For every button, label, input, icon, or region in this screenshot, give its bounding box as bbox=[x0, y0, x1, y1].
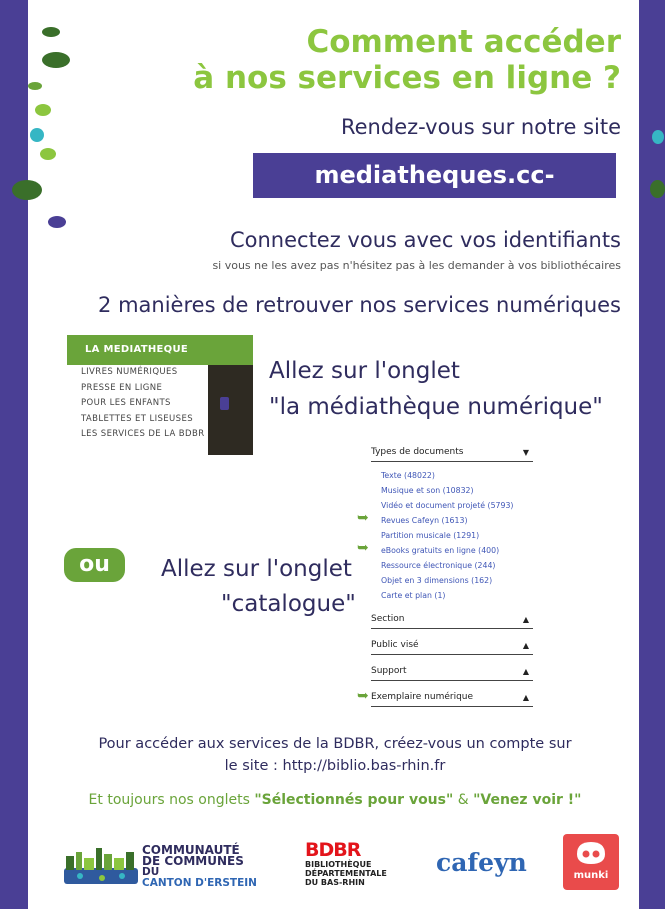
menu-list bbox=[67, 365, 208, 455]
bdbr-line: BIBLIOTHÈQUE bbox=[305, 860, 372, 869]
option1-line1: Allez sur l'onglet bbox=[269, 358, 460, 384]
menu-item: TABLETTES ET LISEUSES bbox=[81, 413, 194, 424]
or-badge: ou bbox=[64, 548, 125, 582]
menu-item: POUR LES ENFANTS bbox=[81, 398, 171, 408]
step1-text: Rendez-vous sur notre site bbox=[340, 115, 621, 139]
facet-header-label: Public visé bbox=[371, 640, 419, 650]
menu-header: LA MEDIATHEQUE bbox=[67, 335, 253, 365]
menu-item: LES SERVICES DE LA BDBR bbox=[81, 429, 205, 439]
title-line-2: à nos services en ligne ? bbox=[193, 60, 621, 96]
facet-link[interactable]: Musique et son (10832) bbox=[381, 486, 474, 495]
facet-header-label: Support bbox=[371, 666, 407, 676]
step2-text: Connectez vous avec vos identifiants bbox=[229, 228, 621, 252]
munki-label: munki bbox=[573, 870, 609, 881]
facet-link-ebooks[interactable]: eBooks gratuits en ligne (400) bbox=[381, 546, 500, 555]
facet-header-label: Types de documents bbox=[371, 447, 464, 457]
site-url-link[interactable]: mediatheques.cc-erstein.fr bbox=[253, 153, 616, 198]
facet-header-support[interactable] bbox=[371, 663, 533, 681]
ccce-line: DU bbox=[142, 866, 160, 878]
ccce-line: DE COMMUNES bbox=[142, 854, 244, 868]
option2-line1: Allez sur l'onglet bbox=[161, 556, 352, 582]
page-title bbox=[193, 24, 621, 96]
menu-screenshot bbox=[67, 335, 253, 455]
decor-blob bbox=[12, 180, 42, 200]
bdbr-line: DÉPARTEMENTALE bbox=[305, 869, 387, 878]
facet-header-types[interactable] bbox=[371, 444, 533, 462]
menu-item: LIVRES NUMÉRIQUES bbox=[81, 367, 178, 377]
decor-blob bbox=[42, 27, 60, 37]
facet-header-section[interactable] bbox=[371, 611, 533, 629]
decor-blob bbox=[652, 130, 664, 144]
title-line-1: Comment accéder bbox=[306, 24, 621, 60]
bdbr-info-line1: Pour accéder aux services de la BDBR, créez-vous un compte sur bbox=[98, 736, 572, 752]
device-icon bbox=[220, 397, 229, 410]
facet-link[interactable]: Objet en 3 dimensions (162) bbox=[381, 576, 493, 585]
option2-line2: "catalogue" bbox=[221, 591, 356, 617]
facet-link[interactable]: Carte et plan (1) bbox=[381, 591, 446, 600]
decor-blob bbox=[35, 104, 51, 116]
caret-up-icon: ▲ bbox=[522, 667, 529, 676]
bdbr-line: DU BAS-RHIN bbox=[305, 878, 365, 887]
catalog-facet-panel bbox=[371, 444, 533, 707]
bdbr-logo-mark: BDBR bbox=[305, 839, 361, 861]
pointer-arrow-icon: ➥ bbox=[357, 510, 369, 526]
caret-up-icon: ▲ bbox=[522, 615, 529, 624]
decor-blob bbox=[650, 180, 665, 198]
tagline-tab2: "Venez voir !" bbox=[473, 792, 582, 808]
facet-link[interactable]: Partition musicale (1291) bbox=[381, 531, 480, 540]
facet-link[interactable]: Ressource électronique (244) bbox=[381, 561, 496, 570]
facet-link[interactable]: Texte (48022) bbox=[381, 471, 435, 480]
facet-list bbox=[371, 468, 533, 603]
left-border bbox=[0, 0, 28, 909]
tagline-tab1: "Sélectionnés pour vous" bbox=[254, 792, 454, 808]
bdbr-info-line2: le site : http://biblio.bas-rhin.fr bbox=[224, 758, 446, 774]
facet-header-exemplaire[interactable] bbox=[371, 689, 533, 707]
ccce-logo bbox=[62, 842, 140, 888]
munki-face-icon bbox=[573, 840, 609, 866]
decor-blob bbox=[40, 148, 56, 160]
cafeyn-logo: cafeyn bbox=[436, 848, 527, 877]
caret-down-icon: ▼ bbox=[522, 448, 529, 457]
tagline-prefix: Et toujours nos onglets bbox=[88, 792, 255, 808]
munki-logo bbox=[563, 834, 619, 890]
tagline-amp: & bbox=[453, 792, 474, 808]
pointer-arrow-icon: ➥ bbox=[357, 540, 369, 556]
facet-link-revues-cafeyn[interactable]: Revues Cafeyn (1613) bbox=[381, 516, 468, 525]
caret-up-icon: ▲ bbox=[522, 641, 529, 650]
facet-link[interactable]: Vidéo et document projeté (5793) bbox=[381, 501, 514, 510]
menu-item: PRESSE EN LIGNE bbox=[81, 382, 163, 393]
decor-blob bbox=[28, 82, 42, 90]
ccce-line: COMMUNAUTÉ bbox=[142, 843, 240, 857]
ccce-line: CANTON D'ERSTEIN bbox=[142, 877, 257, 889]
option1-line2: "la médiathèque numérique" bbox=[269, 394, 603, 420]
bdbr-info bbox=[60, 733, 610, 777]
caret-up-icon: ▲ bbox=[522, 693, 529, 702]
facet-header-label: Exemplaire numérique bbox=[371, 692, 474, 702]
facet-header-label: Section bbox=[371, 614, 405, 624]
ways-heading: 2 manières de retrouver nos services numériques bbox=[98, 293, 621, 317]
decor-blob bbox=[42, 52, 70, 68]
pointer-arrow-icon: ➥ bbox=[357, 688, 369, 704]
bdbr-logo bbox=[305, 840, 387, 887]
decor-blob bbox=[30, 128, 44, 142]
ccce-logo-text bbox=[142, 845, 257, 889]
step2-subtext: si vous ne les avez pas n'hésitez pas à les demander à vos bibliothécaires bbox=[212, 259, 621, 272]
facet-header-public[interactable] bbox=[371, 637, 533, 655]
decor-blob bbox=[48, 216, 66, 228]
tagline bbox=[60, 792, 610, 808]
